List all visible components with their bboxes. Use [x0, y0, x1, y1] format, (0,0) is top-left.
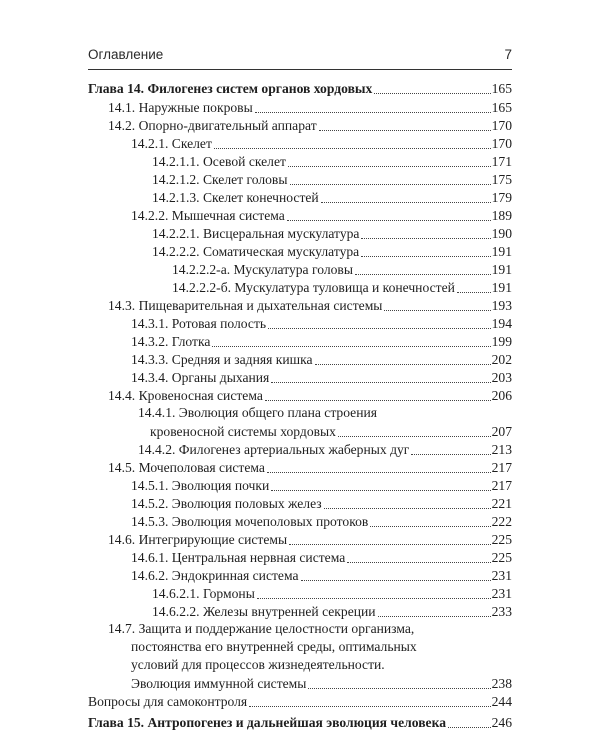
- toc-entry-14-2-1-2[interactable]: [152, 171, 512, 188]
- toc-entry-page: 233: [491, 604, 512, 619]
- toc-entry-14-7-line2[interactable]: постоянства его внутренней среды, оптимальных: [131, 639, 417, 654]
- toc-entry-14-5-3[interactable]: [131, 513, 512, 530]
- toc-leader-dots: [411, 454, 490, 455]
- toc-entry-title: 14.2.2.2. Соматическая мускулатура: [152, 244, 360, 259]
- toc-leader-dots: [301, 580, 491, 581]
- toc-entry-14-6-2[interactable]: [131, 567, 512, 584]
- toc-leader-dots: [267, 472, 491, 473]
- toc-entry-14-1[interactable]: [108, 99, 512, 116]
- toc-leader-dots: [457, 292, 491, 293]
- toc-entry-title: 14.2.2. Мышечная система: [131, 208, 285, 223]
- toc-entry-14-3-4[interactable]: [131, 369, 512, 386]
- toc-entry-page: 231: [491, 568, 512, 583]
- toc-leader-dots: [361, 238, 490, 239]
- toc-entry-page: 189: [491, 208, 512, 223]
- toc-entry-title: 14.1. Наружные покровы: [108, 100, 253, 115]
- toc-entry-title: 14.2.1.2. Скелет головы: [152, 172, 288, 187]
- toc-entry-page: 231: [491, 586, 512, 601]
- toc-entry-title: Вопросы для самоконтроля: [88, 694, 248, 709]
- toc-leader-dots: [374, 93, 490, 94]
- toc-entry-title: 14.3. Пищеварительная и дыхательная системы: [108, 298, 383, 313]
- toc-entry-title: 14.5. Мочеполовая система: [108, 460, 265, 475]
- toc-leader-dots: [268, 328, 491, 329]
- toc-entry-page: 217: [491, 460, 512, 475]
- toc-entry-title: 14.3.1. Ротовая полость: [131, 316, 267, 331]
- toc-entry-14-2-2-1[interactable]: [152, 225, 512, 242]
- toc-leader-dots: [212, 346, 490, 347]
- toc-entry-title: Эволюция иммунной системы: [131, 676, 307, 691]
- toc-entry-14-6-2-1[interactable]: [152, 585, 512, 602]
- toc-entry-page: 175: [491, 172, 512, 187]
- toc-leader-dots: [384, 310, 490, 311]
- toc-entry-page: 244: [491, 694, 512, 709]
- toc-entry-14-3-2[interactable]: [131, 333, 512, 350]
- toc-entry-page: 207: [491, 424, 512, 439]
- toc-entry-chapter-14[interactable]: [88, 80, 512, 97]
- toc-leader-dots: [361, 256, 490, 257]
- toc-entry-14-7-line3[interactable]: условий для процессов жизнедеятельности.: [131, 657, 385, 672]
- toc-entry-page: 222: [491, 514, 512, 529]
- toc-leader-dots: [288, 166, 491, 167]
- toc-leader-dots: [370, 526, 490, 527]
- toc-entry-title: 14.6.1. Центральная нервная система: [131, 550, 346, 565]
- toc-entry-page: 225: [491, 550, 512, 565]
- toc-entry-title: 14.2. Опорно-двигательный аппарат: [108, 118, 317, 133]
- toc-entry-title: 14.3.2. Глотка: [131, 334, 211, 349]
- toc-entry-page: 217: [491, 478, 512, 493]
- toc-leader-dots: [290, 184, 491, 185]
- toc-entry-14-6-1[interactable]: [131, 549, 512, 566]
- toc-entry-14-2-2-2[interactable]: [152, 243, 512, 260]
- header-rule: [88, 69, 512, 70]
- toc-entry-page: 213: [491, 442, 512, 457]
- toc-entry-title: 14.5.1. Эволюция почки: [131, 478, 270, 493]
- toc-entry-title: 14.6.2.2. Железы внутренней секреции: [152, 604, 376, 619]
- toc-leader-dots: [287, 220, 491, 221]
- toc-entry-page: 179: [491, 190, 512, 205]
- toc-entry-chapter-15[interactable]: [88, 716, 512, 731]
- toc-entry-page: 191: [491, 280, 512, 295]
- toc-entry-page: 170: [491, 118, 512, 133]
- toc-entry-questions-14[interactable]: [88, 693, 512, 710]
- toc-entry-page: 165: [491, 81, 512, 96]
- toc-entry-title: 14.4.2. Филогенез артериальных жаберных дуг: [138, 442, 410, 457]
- toc-entry-title: 14.2.2.1. Висцеральная мускулатура: [152, 226, 360, 241]
- toc-entry-title: 14.2.2.2-б. Мускулатура туловища и конечностей: [172, 280, 455, 295]
- toc-leader-dots: [355, 274, 491, 275]
- toc-entry-page: 221: [491, 496, 512, 511]
- toc-entry-14-4-1-line1[interactable]: 14.4.1. Эволюция общего плана строения: [138, 405, 378, 420]
- toc-entry-page: 171: [491, 154, 512, 169]
- toc-entry-page: 190: [491, 226, 512, 241]
- toc-entry-title: 14.6.2. Эндокринная система: [131, 568, 299, 583]
- toc-entry-page: 170: [491, 136, 512, 151]
- toc-leader-dots: [324, 508, 491, 509]
- running-head-page-number: 7: [504, 47, 512, 62]
- toc-leader-dots: [257, 598, 491, 599]
- toc-entry-title: 14.5.2. Эволюция половых желез: [131, 496, 322, 511]
- toc-entry-14-2-2-2-b[interactable]: [172, 279, 512, 296]
- toc-entry-14-2-1-1[interactable]: [152, 153, 512, 170]
- toc-entry-title: 14.3.4. Органы дыхания: [131, 370, 270, 385]
- toc-leader-dots: [315, 364, 491, 365]
- toc-entry-title: 14.4. Кровеносная система: [108, 388, 263, 403]
- toc-entry-14-6-2-2[interactable]: [152, 603, 512, 620]
- toc-leader-dots: [448, 727, 491, 728]
- toc-entry-page: 165: [491, 100, 512, 115]
- toc-leader-dots: [378, 616, 491, 617]
- toc-entry-14-7[interactable]: [131, 675, 512, 692]
- toc-entry-page: 206: [491, 388, 512, 403]
- toc-entry-14-2-1[interactable]: [131, 135, 512, 152]
- toc-entry-page: 191: [491, 244, 512, 259]
- toc-entry-14-4-2[interactable]: [138, 441, 512, 458]
- toc-entry-title: 14.2.1.1. Осевой скелет: [152, 154, 286, 169]
- toc-entry-14-4[interactable]: [108, 387, 512, 404]
- toc-entry-14-2-1-3[interactable]: [152, 189, 512, 206]
- running-head: [88, 47, 512, 69]
- toc-entry-page: 202: [491, 352, 512, 367]
- toc-leader-dots: [347, 562, 490, 563]
- toc-leader-dots: [289, 544, 491, 545]
- toc-entry-title: 14.2.2.2-а. Мускулатура головы: [172, 262, 353, 277]
- toc-entry-title: Глава 14. Филогенез систем органов хордовых: [88, 81, 373, 96]
- toc-leader-dots: [271, 490, 490, 491]
- toc-entry-14-2-2-2-a[interactable]: [172, 261, 512, 278]
- toc-entry-page: 199: [491, 334, 512, 349]
- toc-entry-page: 246: [491, 715, 512, 730]
- toc-entry-page: 194: [491, 316, 512, 331]
- toc-leader-dots: [321, 202, 491, 203]
- toc-entry-14-5-2[interactable]: [131, 495, 512, 512]
- toc-leader-dots: [255, 112, 491, 113]
- toc-entry-title: кровеносной системы хордовых: [150, 424, 336, 439]
- toc-entry-14-2[interactable]: [108, 117, 512, 134]
- toc-leader-dots: [271, 382, 490, 383]
- toc-entry-title: 14.2.1.3. Скелет конечностей: [152, 190, 319, 205]
- toc-entry-14-5-1[interactable]: [131, 477, 512, 494]
- toc-entry-title: 14.6.2.1. Гормоны: [152, 586, 255, 601]
- toc-entry-page: 193: [491, 298, 512, 313]
- toc-leader-dots: [214, 148, 491, 149]
- toc-leader-dots: [338, 436, 491, 437]
- toc-entry-title: 14.2.1. Скелет: [131, 136, 212, 151]
- toc-entry-14-5[interactable]: [108, 459, 512, 476]
- toc-leader-dots: [308, 688, 490, 689]
- toc-entry-page: 238: [491, 676, 512, 691]
- toc-leader-dots: [265, 400, 491, 401]
- toc-entry-14-7-line1[interactable]: 14.7. Защита и поддержание целостности организма,: [108, 621, 415, 636]
- toc-entry-14-6[interactable]: [108, 531, 512, 548]
- toc-entry-14-3-1[interactable]: [131, 315, 512, 332]
- toc-entry-14-2-2[interactable]: [131, 207, 512, 224]
- toc-entry-page: 191: [491, 262, 512, 277]
- toc-entry-14-4-1[interactable]: [150, 423, 512, 440]
- toc-entry-14-3[interactable]: [108, 297, 512, 314]
- toc-leader-dots: [249, 706, 490, 707]
- toc-entry-page: 203: [491, 370, 512, 385]
- toc-entry-title: 14.3.3. Средняя и задняя кишка: [131, 352, 313, 367]
- toc-entry-14-3-3[interactable]: [131, 351, 512, 368]
- toc-leader-dots: [319, 130, 491, 131]
- toc-entry-page: 225: [491, 532, 512, 547]
- toc-entry-title: 14.6. Интегрирующие системы: [108, 532, 288, 547]
- toc-entry-title: 14.5.3. Эволюция мочеполовых протоков: [131, 514, 369, 529]
- running-head-title: Оглавление: [88, 47, 164, 62]
- toc-entry-title: Глава 15. Антропогенез и дальнейшая эволюция человека: [88, 715, 447, 730]
